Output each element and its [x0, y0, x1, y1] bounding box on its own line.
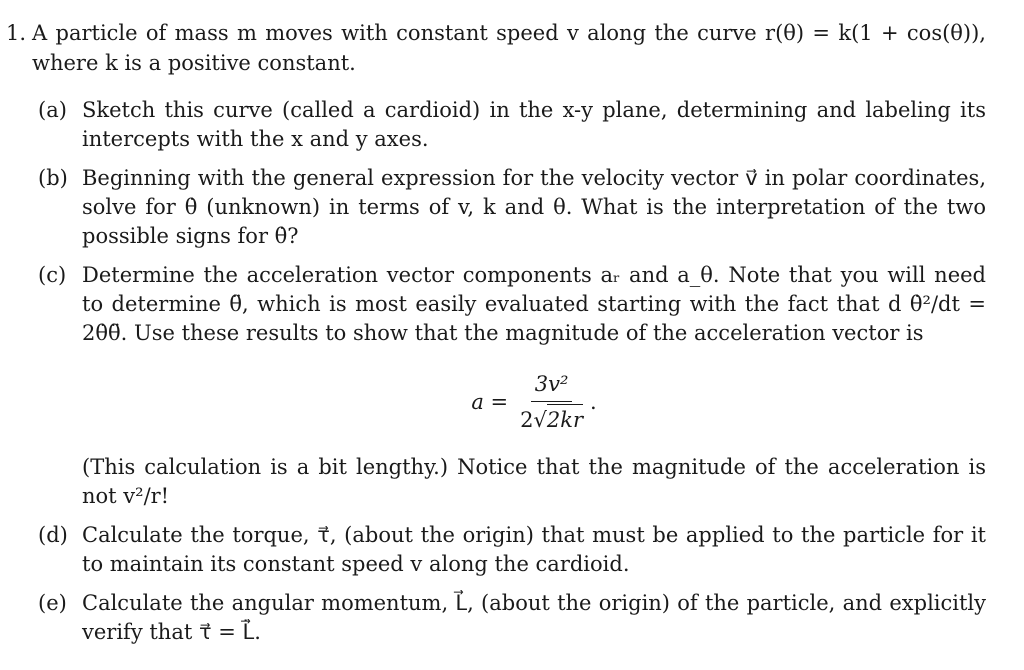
part-e [38, 589, 986, 647]
denominator-coefficient: 2 [520, 408, 534, 432]
part-after-text: (This calculation is a bit lengthy.) Notice that the magnitude of the acceleration is not v²/r! [82, 455, 986, 508]
part-text: Beginning with the general expression for the velocity vector v⃗ in polar coordinates, solve for θ̇ (unknown) in terms of v, k and θ. What is the interpretation of the two possible signs for θ̇? [82, 166, 986, 248]
part-label: (b) [38, 166, 68, 190]
part-label: (e) [38, 591, 67, 615]
equation-numerator: 3v² [531, 370, 573, 402]
equation-lhs: a = [471, 390, 509, 414]
part-label: (a) [38, 98, 67, 122]
part-text: Determine the acceleration vector components aᵣ and a_θ. Note that you will need to determine θ̈, which is most easily evaluated starting with the fact that d θ̇²/dt = 2θ̇θ̈. Use these results to show that the magnitude of the acceleration vector is [82, 263, 986, 345]
acceleration-equation [82, 370, 986, 435]
problem-number: 1. [6, 21, 27, 45]
sqrt-sign: √ [533, 408, 547, 432]
part-label: (c) [38, 263, 67, 287]
equation-fraction [516, 370, 587, 435]
part-text: Calculate the torque, τ⃗, (about the origin) that must be applied to the particle for it to maintain its constant speed v along the cardioid. [82, 523, 986, 576]
part-c [38, 261, 986, 511]
problem-statement [6, 18, 986, 78]
problem-parts [38, 96, 986, 647]
denominator-radicand: 2kr [547, 404, 583, 435]
part-b [38, 164, 986, 251]
part-text: Sketch this curve (called a cardioid) in the x-y plane, determining and labeling its intercepts with the x and y axes. [82, 98, 986, 151]
part-a [38, 96, 986, 154]
problem-text: A particle of mass m moves with constant speed v along the curve r(θ) = k(1 + cos(θ)), where k is a positive constant. [32, 21, 986, 75]
part-label: (d) [38, 523, 68, 547]
equation-period: . [590, 390, 597, 414]
part-text: Calculate the angular momentum, L⃗, (about the origin) of the particle, and explicitly verify that τ⃗ = L̇⃗. [82, 591, 986, 644]
part-d [38, 521, 986, 579]
equation-denominator [516, 402, 587, 435]
